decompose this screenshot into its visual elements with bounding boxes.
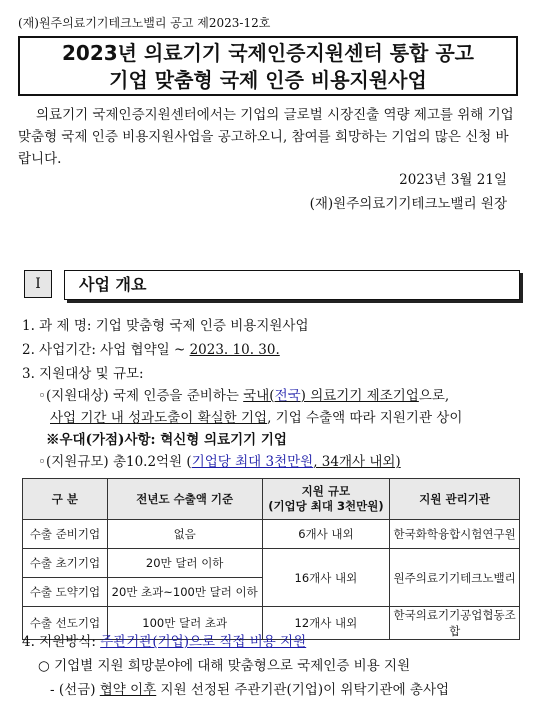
table-cell: 없음 — [107, 520, 262, 549]
target-text-a: ◦(지원대상) 국제 인증을 준비하는 — [38, 388, 244, 404]
item-period — [22, 338, 280, 358]
table-header: 지원 규모 (기업당 최대 3천만원) — [262, 479, 390, 520]
target-text-e: 으로, — [418, 388, 450, 404]
target-export-note: , 기업 수출액 따라 지원기관 상이 — [267, 410, 463, 426]
table-cell: 16개사 내외 — [262, 549, 390, 607]
preference-note: ※우대(가점)사항: 혁신형 의료기기 기업 — [46, 432, 287, 448]
intro-paragraph: 의료기기 국제인증지원센터에서는 기업의 글로벌 시장진출 역량 제고를 위해 기업 맞춤형 국제 인증 비용지원사업을 공고하오니, 참여를 희망하는 기업의 많은 신청 바랍니다. — [18, 107, 514, 167]
target-nationwide: 전국 — [274, 388, 301, 404]
title-line-2: 기업 맞춤형 국제 인증 비용지원사업 — [109, 68, 427, 92]
table-cell: 한국화학융합시험연구원 — [390, 520, 520, 549]
target-domestic — [243, 388, 419, 404]
title-line-1: 2023년 의료기기 국제인증지원센터 통합 공고 — [62, 41, 474, 65]
table-header: 지원 관리기관 — [390, 479, 520, 520]
table-cell: 12개사 내외 — [262, 607, 390, 640]
section-title: 사업 개요 — [64, 270, 520, 300]
signature: (재)원주의료기기테크노밸리 원장 — [309, 196, 507, 212]
table-cell: 수출 준비기업 — [23, 520, 108, 549]
method-prepay: - (선금) — [50, 682, 100, 698]
announcement-date: 2023년 3월 21일 — [399, 172, 507, 188]
support-table — [22, 478, 520, 640]
scale-text-a: ◦(지원규모) 총10.2억원 ( — [38, 454, 192, 470]
table-cell: 수출 초기기업 — [23, 549, 108, 578]
section-number: I — [24, 270, 52, 298]
item-target-heading: 3. 지원대상 및 규모: — [22, 366, 144, 382]
item-period-prefix: 2. 사업기간: 사업 협약일 ~ — [22, 342, 190, 358]
table-header-row — [23, 479, 520, 520]
table-cell: 한국의료기기공업협동조합 — [390, 607, 520, 640]
table-cell: 수출 도약기업 — [23, 578, 108, 607]
table-row — [23, 549, 520, 578]
scale-line — [38, 450, 401, 470]
scale-max-per-company: 기업당 최대 3천만원 — [191, 454, 314, 470]
method-line-2 — [50, 678, 449, 698]
target-domestic-open: 국내( — [243, 388, 275, 404]
table-cell: 수출 선도기업 — [23, 607, 108, 640]
target-performance: 사업 기간 내 성과도출이 확실한 기업 — [50, 410, 268, 426]
notice-number: (재)원주의료기기테크노밸리 공고 제2023-12호 — [18, 16, 271, 30]
period-end-date: 2023. 10. 30. — [189, 342, 280, 358]
item-method-prefix: 4. 지원방식: — [22, 634, 101, 650]
item-project-name: 1. 과 제 명: 기업 맞춤형 국제 인증 비용지원사업 — [22, 318, 309, 334]
method-direct-support: 주관기관(기업)으로 직접 비용 지원 — [100, 634, 307, 650]
table-header: 전년도 수출액 기준 — [107, 479, 262, 520]
table-cell: 100만 달러 초과 — [107, 607, 262, 640]
target-line-2 — [50, 406, 462, 426]
table-cell: 원주의료기기테크노밸리 — [390, 549, 520, 607]
table-cell: 20만 초과~100만 달러 이하 — [107, 578, 262, 607]
target-line-1 — [38, 384, 449, 404]
target-manufacturer: ) 의료기기 제조기업 — [300, 388, 419, 404]
scale-text-c: , 34개사 내외) — [313, 454, 401, 470]
method-line-1: ○ 기업별 지원 희망분야에 대해 맞춤형으로 국제인증 비용 지원 — [38, 658, 411, 674]
method-after-agreement: 협약 이후 — [99, 682, 157, 698]
table-cell: 6개사 내외 — [262, 520, 390, 549]
table-cell: 20만 달러 이하 — [107, 549, 262, 578]
announcement-title-box — [18, 36, 518, 96]
item-method — [22, 630, 306, 650]
table-row — [23, 520, 520, 549]
method-rest: 지원 선정된 주관기관(기업)이 위탁기관에 총사업 — [156, 682, 450, 698]
table-header: 구 분 — [23, 479, 108, 520]
